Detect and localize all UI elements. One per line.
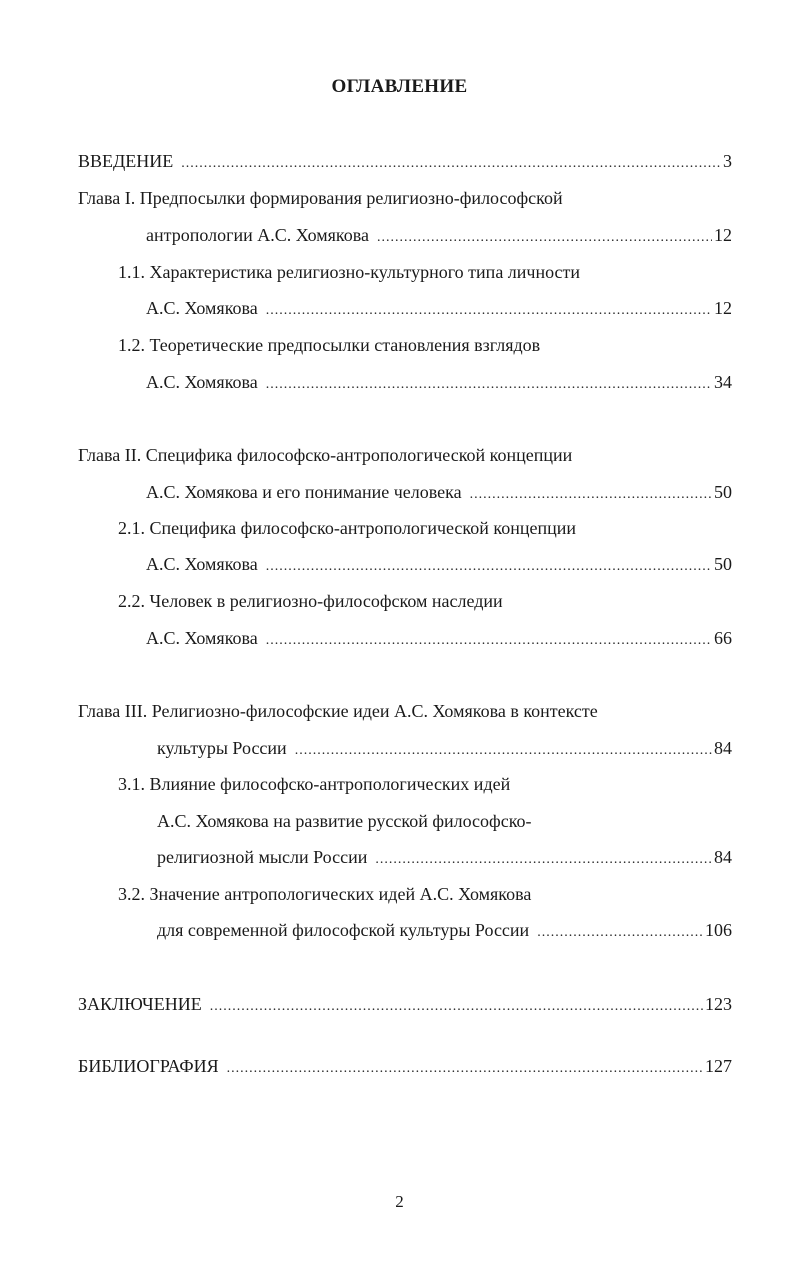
toc-section-3-2-title[interactable]: 3.2. Значение антропологических идей А.С. Хомякова [118, 884, 532, 904]
dot-leader [266, 554, 712, 580]
toc-entry-text: ВВЕДЕНИЕ [78, 151, 174, 171]
toc-page-number: 127 [705, 1056, 732, 1076]
toc-section-2-2-title[interactable]: 2.2. Человек в религиозно-философском наследии [118, 591, 503, 611]
dot-leader [227, 1056, 703, 1082]
dot-leader [470, 482, 712, 508]
toc-entry-text: А.С. Хомякова [146, 628, 258, 648]
toc-entry-section-1-2[interactable] [146, 369, 732, 395]
toc-entry-text: А.С. Хомякова и его понимание человека [146, 482, 462, 502]
toc-entry-chapter-3[interactable] [157, 735, 732, 761]
toc-entry-text: А.С. Хомякова [146, 554, 258, 574]
page-number: 2 [395, 1192, 404, 1211]
toc-page-number: 34 [714, 372, 732, 392]
toc-section-3-1-title[interactable]: 3.1. Влияние философско-антропологических идей [118, 774, 511, 794]
toc-section-3-1-title-cont[interactable]: А.С. Хомякова на развитие русской философско- [157, 811, 532, 831]
toc-page-number: 106 [705, 920, 732, 940]
toc-entry-section-3-2[interactable] [157, 917, 732, 943]
toc-entry-section-3-1[interactable] [157, 844, 732, 870]
dot-leader [181, 151, 721, 177]
page-title: ОГЛАВЛЕНИЕ [331, 76, 468, 97]
toc-page-number: 12 [714, 225, 732, 245]
toc-entry-text: ЗАКЛЮЧЕНИЕ [78, 994, 202, 1014]
toc-chapter-1-title[interactable]: Глава I. Предпосылки формирования религиозно-философской [78, 188, 563, 208]
toc-entry-section-2-1[interactable] [146, 551, 732, 577]
dot-leader [375, 847, 712, 873]
toc-entry-section-1-1[interactable] [146, 295, 732, 321]
toc-entry-section-2-2[interactable] [146, 625, 732, 651]
toc-page-number: 84 [714, 847, 732, 867]
toc-section-2-1-title[interactable]: 2.1. Специфика философско-антропологической концепции [118, 518, 577, 538]
toc-entry-chapter-2[interactable] [146, 479, 732, 505]
toc-entry-text: А.С. Хомякова [146, 372, 258, 392]
toc-entry-intro[interactable] [78, 148, 732, 174]
toc-page-number: 50 [714, 554, 732, 574]
toc-section-1-2-title[interactable]: 1.2. Теоретические предпосылки становления взглядов [118, 335, 541, 355]
dot-leader [266, 372, 712, 398]
toc-page-number: 12 [714, 298, 732, 318]
dot-leader [266, 628, 712, 654]
toc-entry-text: культуры России [157, 738, 287, 758]
toc-page-number: 123 [705, 994, 732, 1014]
toc-entry-text: БИБЛИОГРАФИЯ [78, 1056, 219, 1076]
toc-section-1-1-title[interactable]: 1.1. Характеристика религиозно-культурного типа личности [118, 262, 581, 282]
dot-leader [537, 920, 703, 946]
dot-leader [295, 738, 712, 764]
toc-entry-conclusion[interactable] [78, 991, 732, 1017]
toc-chapter-3-title[interactable]: Глава III. Религиозно-философские идеи А.С. Хомякова в контексте [78, 701, 598, 721]
toc-entry-bibliography[interactable] [78, 1053, 732, 1079]
toc-entry-chapter-1[interactable] [146, 222, 732, 248]
toc-entry-text: для современной философской культуры России [157, 920, 530, 940]
toc-page-number: 66 [714, 628, 732, 648]
dot-leader [210, 994, 703, 1020]
toc-chapter-2-title[interactable]: Глава II. Специфика философско-антропологической концепции [78, 445, 573, 465]
toc-entry-text: антропологии А.С. Хомякова [146, 225, 370, 245]
toc-page-number: 50 [714, 482, 732, 502]
dot-leader [266, 298, 712, 324]
dot-leader [377, 225, 712, 251]
toc-page-number: 3 [723, 151, 732, 171]
toc-page-number: 84 [714, 738, 732, 758]
toc-entry-text: религиозной мысли России [157, 847, 368, 867]
toc-entry-text: А.С. Хомякова [146, 298, 258, 318]
